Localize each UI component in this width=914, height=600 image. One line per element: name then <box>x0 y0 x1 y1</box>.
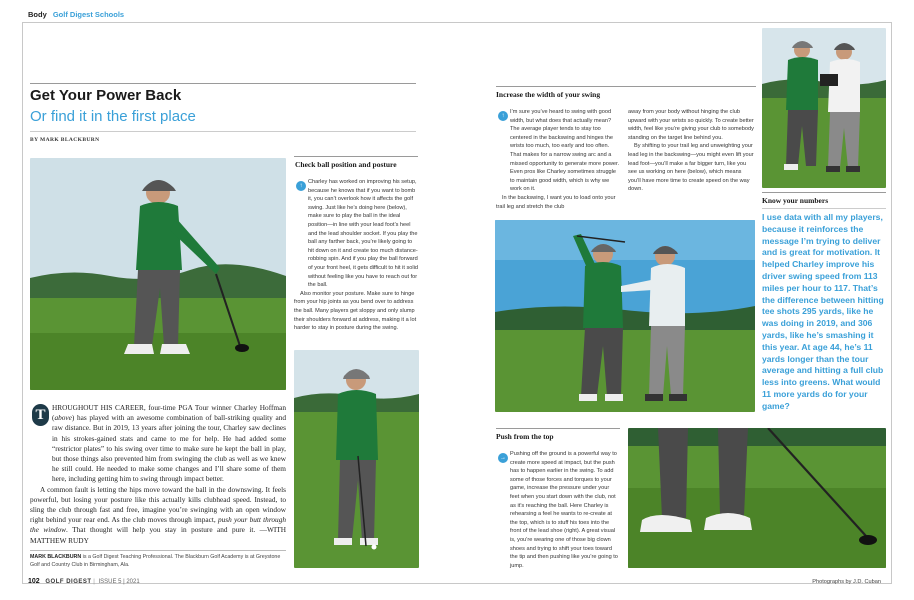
push-rule <box>496 428 620 429</box>
photo-credit: Photographs by J.D. Cuban <box>812 579 881 585</box>
push-heading: Push from the top <box>496 432 554 441</box>
author-bio <box>30 553 286 569</box>
width-body-col2 <box>628 108 754 194</box>
article-subtitle: Or find it in the first place <box>30 108 196 125</box>
numbers-subrule <box>762 208 886 209</box>
width-rule <box>496 86 756 87</box>
intro-p2-lead: A common fault is letting the hips move toward the ball in the downswing. It feels powerful, but losing your posture like this actually kills clubhead speed. Instead, to sling the club through fast and free, imagine you’re swinging with an open window right behind your rear end. As the club moves through impact, <box>30 484 286 525</box>
bio-text: is a Golf Digest Teaching Professional. The Blackburn Golf Academy is at Greystone Golf and Country Club in Birmingham, Ala. <box>30 554 281 568</box>
width-body-col1 <box>496 108 620 211</box>
photo-push-feet <box>628 428 886 568</box>
numbers-rule <box>762 192 886 193</box>
intro-p1-rest: ) has played with an awesome combination of ball-striking quality and raw distance. But in 2019, 13 years after joining the tour, Charley saw declines in his strokes-gained stats and came to me for help. He had added some “restrictor plates” to his swing over time to make sure he kept the ball in play, but those things also prevented him from swinging the club as well as we knew he still could. He needed to make some changes and I’ll share some of them here, including getting him to swing through impact better. <box>52 413 286 484</box>
byline: BY MARK BLACKBURN <box>30 137 100 143</box>
page-number: 102 <box>28 578 40 585</box>
intro-paragraph-1 <box>30 403 286 485</box>
intro-p2-emphasis: push your butt through the window <box>30 515 286 535</box>
push-p1: Pushing off the ground is a powerful way to create more speed at impact, but the push has to happen earlier in the swing. To add some of those forces and torques to your game, increase the pressure under your feet when you start down with the club, not as it’s reaching the ball. Here Charley is rehearsing a feel he wants to re-create at the top, which is to stuff his toes into the front of the lead shoe (right). A great visual is, you’re wearing one of those big clown shoes and trying to shift your toes toward the tip and then pushing like you’re going to jump. <box>510 451 618 569</box>
subtitle-rule <box>30 131 416 132</box>
intro-p2-rest: . That thought will help you stay in posture and pure it. —WITH MATTHEW RUDY <box>30 525 286 545</box>
arrow-badge-icon: ↑ <box>296 181 306 191</box>
folio: 102 GOLF DIGEST | ISSUE 5 | 2021 <box>28 578 140 585</box>
article-title: Get Your Power Back <box>30 87 182 104</box>
title-rule <box>30 83 416 84</box>
push-body <box>496 450 620 570</box>
pull-quote: I use data with all my players, because it reinforces the message I’m trying to deliver and is great for motivation. It helped Charley improve his driver swing speed from 113 miles per hour to 117. That’s the difference between hitting tee shots 295 yards, like he was doing in 2019, and 306 yards, like he’s smashing it this year. At age 44, he’s 11 yards longer than the tour average and hitting a full club less into greens. What would 11 more yards do for your game? <box>762 212 884 411</box>
arrow-right-badge-icon: → <box>500 455 506 461</box>
ball-position-p2: Also monitor your posture. Make sure to hinge from your hip joints as you bend over to address the ball. Many players get sloppy and only slump their shoulders forward at address, making it a lot harder to stay in posture during the swing. <box>294 290 417 332</box>
bio-rule <box>30 550 286 551</box>
width-heading: Increase the width of your swing <box>496 90 601 99</box>
width-col2-p1: away from your body without hinging the club upward with your wrists so quickly. To create better width, feel like you’re giving your club to somebody standing on the target line behind you. <box>628 109 754 141</box>
ball-position-body <box>294 178 418 333</box>
photo-address-posture <box>294 350 419 568</box>
magazine-name: GOLF DIGEST <box>45 579 92 585</box>
ball-position-heading: Check ball position and posture <box>295 160 397 169</box>
numbers-heading: Know your numbers <box>762 196 829 205</box>
width-col1-p2: In the backswing, I want you to load onto your trail leg and stretch the club <box>496 194 616 210</box>
intro-body <box>30 403 286 546</box>
ball-position-p1: Charley has worked on improving his setup, because he knows that if you want to bomb it, you can’t overlook how it affects the golf swing. Just like he’s doing here (below), make sure to play the ball in the ideal position—in line with your lead foot’s heel and the lead shoulder socket. If you play the ball any farther back, you’re likely going to hit down on it and create too much distance-robbing spin. And if you play the ball forward of your front heel, it gets difficult to hit it solid without feeling like you have to reach out for the ball. <box>308 179 418 289</box>
drop-cap: T <box>32 404 49 426</box>
width-col2-p2: By shifting to your trail leg and unweighting your lead leg in the backswing—you might even lift your lead foot—you’ll make a far bigger turn, like you see us working on here (below), which means you’ll have more time to create speed on the way down. <box>628 143 754 193</box>
width-col1-p1: I’m sure you’ve heard to swing with good width, but what does that actually mean? The average player tends to stay too centered in the backswing and hinges the wrists too much, too early and too often. That makes for a narrow swing arc and a missed opportunity to generate more power. Even pros like Charley sometimes struggle to maintain good width, which is why we work on it. <box>510 109 620 193</box>
arrow-badge-icon: ↑ <box>498 111 508 121</box>
intro-p1-lead: HROUGHOUT HIS CAREER, four-time PGA Tour winner Charley Hoffman ( <box>52 403 286 423</box>
section-header <box>28 10 124 19</box>
photo-data-review <box>762 28 886 188</box>
issue-info: ISSUE 5 | 2021 <box>98 579 140 585</box>
photo-hoffman-swing <box>30 158 286 390</box>
section-label: Body <box>28 10 47 19</box>
photo-width-lesson <box>495 220 755 412</box>
subsection-label[interactable]: Golf Digest Schools <box>52 10 125 19</box>
bio-name: MARK BLACKBURN <box>30 554 82 560</box>
ball-position-rule <box>294 156 418 157</box>
intro-paragraph-2 <box>30 485 286 546</box>
intro-p1-emphasis: above <box>54 413 72 423</box>
